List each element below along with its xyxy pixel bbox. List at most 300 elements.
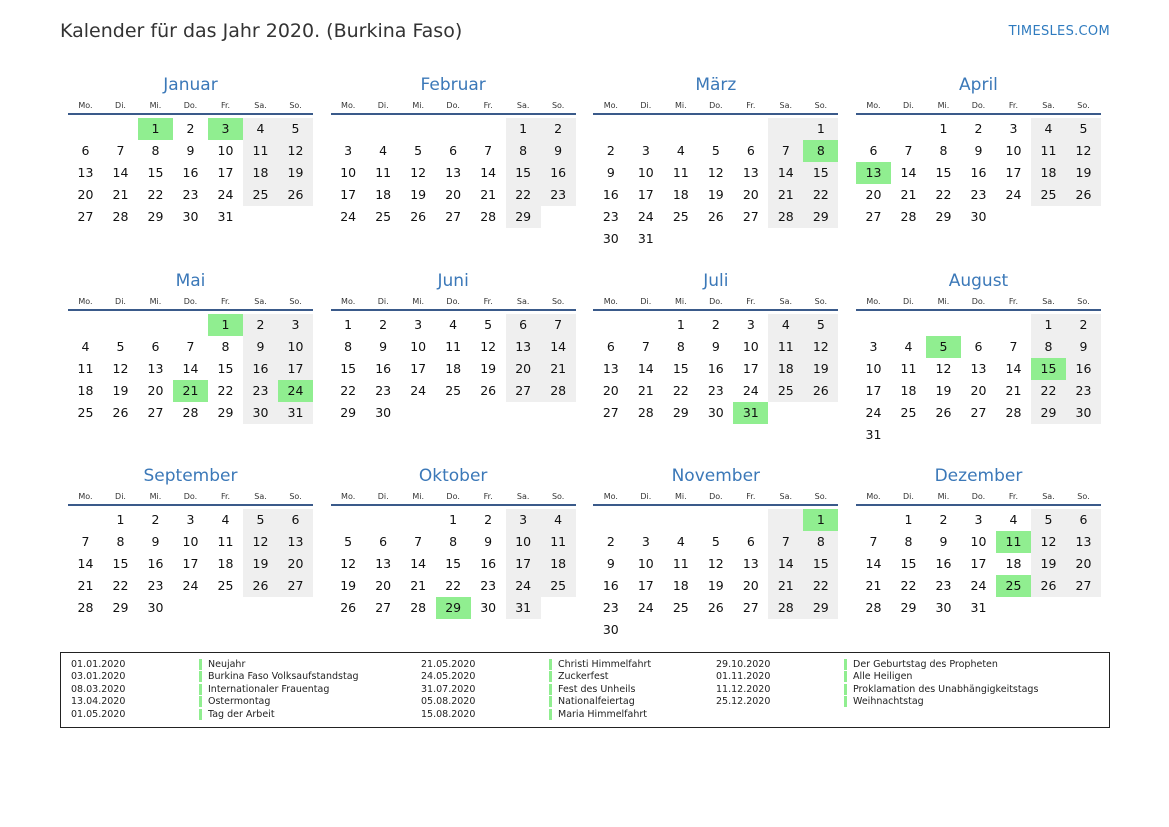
day-cell: 11 xyxy=(77,360,94,376)
legend-date: 01.05.2020 xyxy=(71,708,126,720)
month-10 xyxy=(331,465,576,661)
empty-cell xyxy=(768,402,803,424)
day-cell: 19 xyxy=(340,578,357,593)
day-cell: 26 xyxy=(935,404,952,420)
day-cell: 25 xyxy=(900,404,917,420)
day-cell: 21 xyxy=(768,184,803,206)
empty-cell xyxy=(68,509,103,531)
day-cell: 4 xyxy=(768,314,803,336)
empty-cell xyxy=(436,118,471,140)
empty-cell xyxy=(961,424,996,446)
legend-column xyxy=(716,658,1038,708)
day-cell: 17 xyxy=(278,358,313,380)
day-cell: 31 xyxy=(970,600,987,615)
day-cell: 30 xyxy=(375,404,392,420)
weekday-label: Do. xyxy=(446,296,460,306)
day-cell: 28 xyxy=(541,380,576,402)
weekday-label: Mi. xyxy=(674,101,687,110)
day-grid xyxy=(331,509,576,619)
weekday-label: Fr. xyxy=(746,492,756,501)
day-cell: 12 xyxy=(340,556,357,571)
weekday-label: Mi. xyxy=(412,492,424,501)
weekday-label: Do. xyxy=(183,492,198,501)
weekday-label: Di. xyxy=(377,101,389,110)
weekday-label: Fr. xyxy=(1008,492,1019,501)
empty-cell xyxy=(173,314,208,336)
day-cell: 14 xyxy=(112,165,129,180)
empty-cell xyxy=(68,314,103,336)
month-12 xyxy=(856,465,1101,661)
empty-cell xyxy=(278,597,313,619)
weekday-header xyxy=(856,297,1101,311)
empty-cell xyxy=(996,206,1031,228)
day-grid xyxy=(331,118,576,228)
day-cell: 27 xyxy=(865,209,882,224)
month-name: Juni xyxy=(437,270,469,291)
day-cell: 2 xyxy=(541,118,576,140)
day-cell: 14 xyxy=(541,336,576,358)
legend-color-marker xyxy=(199,696,202,707)
day-cell: 28 xyxy=(182,404,199,420)
day-cell: 4 xyxy=(449,316,458,332)
day-cell: 29 xyxy=(112,600,129,615)
day-cell: 26 xyxy=(1031,575,1066,597)
holiday-day-cell: 21 xyxy=(173,380,208,402)
day-cell: 18 xyxy=(217,556,234,571)
weekday-label: So. xyxy=(551,492,565,501)
day-cell: 23 xyxy=(707,382,724,398)
day-cell: 27 xyxy=(278,575,313,597)
day-cell: 12 xyxy=(707,165,724,180)
empty-cell xyxy=(856,118,891,140)
day-cell: 3 xyxy=(186,512,195,527)
day-cell: 30 xyxy=(1066,402,1101,424)
weekday-label: So. xyxy=(1077,296,1090,306)
day-cell: 15 xyxy=(147,165,164,180)
weekday-label: Fr. xyxy=(746,101,756,110)
month-name: November xyxy=(671,466,761,486)
day-cell: 20 xyxy=(1066,553,1101,575)
legend-holiday-name: Tag der Arbeit xyxy=(208,708,275,720)
day-cell: 7 xyxy=(484,143,493,158)
day-cell: 10 xyxy=(340,165,357,180)
empty-cell xyxy=(768,228,803,250)
day-cell: 16 xyxy=(541,162,576,184)
day-cell: 27 xyxy=(970,404,987,420)
day-cell: 24 xyxy=(506,575,541,597)
day-cell: 22 xyxy=(803,575,838,597)
day-cell: 27 xyxy=(742,209,759,224)
day-cell: 26 xyxy=(803,380,838,402)
weekday-label: Sa. xyxy=(516,492,530,501)
day-cell: 31 xyxy=(506,597,541,619)
weekday-label: Mo. xyxy=(78,492,93,501)
empty-cell xyxy=(278,206,313,228)
weekday-label: Fr. xyxy=(220,296,231,306)
day-cell: 17 xyxy=(506,553,541,575)
legend-date: 29.10.2020 xyxy=(716,658,771,670)
day-cell: 18 xyxy=(1031,162,1066,184)
day-cell: 25 xyxy=(445,382,462,398)
legend-holiday-name: Ostermontag xyxy=(208,696,271,708)
day-cell: 15 xyxy=(803,162,838,184)
day-cell: 15 xyxy=(803,553,838,575)
legend-color-marker xyxy=(199,684,202,695)
day-cell: 8 xyxy=(449,534,458,549)
weekday-label: Do. xyxy=(446,101,460,110)
day-cell: 29 xyxy=(803,206,838,228)
weekday-label: Mo. xyxy=(603,101,618,110)
day-cell: 10 xyxy=(742,338,759,354)
day-cell: 22 xyxy=(340,382,357,398)
day-cell: 6 xyxy=(278,509,313,531)
empty-cell xyxy=(331,118,366,140)
legend-color-marker xyxy=(549,684,552,695)
day-cell: 15 xyxy=(112,556,129,571)
day-cell: 23 xyxy=(147,578,164,593)
day-cell: 19 xyxy=(480,360,497,376)
day-cell: 5 xyxy=(116,338,125,354)
day-cell: 13 xyxy=(375,556,392,571)
day-cell: 5 xyxy=(243,509,278,531)
empty-cell xyxy=(243,597,278,619)
weekday-label: Di. xyxy=(115,296,126,306)
day-cell: 5 xyxy=(414,143,423,158)
day-cell: 15 xyxy=(935,165,952,180)
day-cell: 16 xyxy=(182,165,199,180)
weekday-label: Sa. xyxy=(254,296,267,306)
day-cell: 3 xyxy=(974,512,983,527)
weekday-label: Mi. xyxy=(937,101,950,110)
day-grid xyxy=(593,314,838,424)
day-cell: 26 xyxy=(243,575,278,597)
month-7 xyxy=(593,270,838,466)
day-cell: 21 xyxy=(768,575,803,597)
day-cell: 30 xyxy=(707,404,724,420)
day-cell: 9 xyxy=(939,534,948,549)
day-cell: 28 xyxy=(112,209,129,224)
day-cell: 14 xyxy=(768,162,803,184)
day-cell: 27 xyxy=(375,600,392,615)
legend-color-marker xyxy=(549,671,552,682)
weekday-label: Fr. xyxy=(1008,101,1019,110)
empty-cell xyxy=(68,118,103,140)
day-cell: 9 xyxy=(151,534,160,549)
legend-color-marker xyxy=(199,709,202,720)
day-cell: 9 xyxy=(711,338,720,354)
empty-cell xyxy=(663,118,698,140)
day-cell: 22 xyxy=(506,184,541,206)
legend-holiday-name: Alle Heiligen xyxy=(853,671,913,683)
day-cell: 11 xyxy=(217,534,234,549)
day-cell: 1 xyxy=(803,118,838,140)
day-cell: 8 xyxy=(676,338,685,354)
legend-row xyxy=(71,683,359,696)
day-cell: 17 xyxy=(865,382,882,398)
month-2 xyxy=(331,74,576,270)
weekday-header xyxy=(68,297,313,311)
day-cell: 15 xyxy=(506,162,541,184)
legend-holiday-name: Christi Himmelfahrt xyxy=(558,658,652,670)
day-cell: 2 xyxy=(974,121,983,136)
day-cell: 18 xyxy=(541,553,576,575)
weekday-label: Do. xyxy=(971,101,986,110)
legend-row xyxy=(71,708,359,721)
weekday-label: Di. xyxy=(640,296,652,306)
empty-cell xyxy=(471,402,506,424)
day-cell: 27 xyxy=(77,209,94,224)
legend-date: 01.11.2020 xyxy=(716,671,771,683)
day-cell: 13 xyxy=(445,165,462,180)
empty-cell xyxy=(663,228,698,250)
empty-cell xyxy=(541,402,576,424)
empty-cell xyxy=(803,402,838,424)
weekday-label: Sa. xyxy=(516,296,530,306)
day-cell: 22 xyxy=(803,184,838,206)
day-cell: 21 xyxy=(865,578,882,593)
weekday-label: Sa. xyxy=(516,101,530,110)
day-cell: 17 xyxy=(340,187,357,202)
day-cell: 29 xyxy=(672,404,689,420)
weekday-label: So. xyxy=(1077,492,1090,501)
day-cell: 8 xyxy=(904,534,913,549)
day-cell: 9 xyxy=(974,143,983,158)
month-5 xyxy=(68,270,313,466)
day-cell: 4 xyxy=(676,534,685,549)
month-name: Juli xyxy=(703,270,729,291)
day-cell: 25 xyxy=(243,184,278,206)
day-cell: 24 xyxy=(970,578,987,593)
day-grid xyxy=(68,509,313,619)
day-cell: 8 xyxy=(221,338,230,354)
day-cell: 17 xyxy=(637,187,654,202)
day-cell: 7 xyxy=(186,338,195,354)
day-cell: 9 xyxy=(186,143,195,158)
day-cell: 11 xyxy=(768,336,803,358)
site-link[interactable]: TIMESLES.COM xyxy=(1008,24,1110,39)
day-cell: 11 xyxy=(900,360,917,376)
weekday-label: Di. xyxy=(903,296,914,306)
day-cell: 20 xyxy=(77,187,94,202)
empty-cell xyxy=(593,118,628,140)
weekday-label: Mi. xyxy=(674,492,687,501)
day-cell: 18 xyxy=(445,360,462,376)
day-cell: 29 xyxy=(147,209,164,224)
day-cell: 21 xyxy=(480,187,497,202)
day-cell: 4 xyxy=(541,509,576,531)
weekday-label: Mo. xyxy=(341,101,356,110)
day-cell: 24 xyxy=(410,382,427,398)
month-11 xyxy=(593,465,838,661)
weekday-label: Mo. xyxy=(78,101,93,110)
day-cell: 30 xyxy=(602,231,619,246)
day-cell: 1 xyxy=(939,121,948,136)
legend-date: 11.12.2020 xyxy=(716,683,771,695)
weekday-label: Do. xyxy=(183,296,198,306)
day-cell: 1 xyxy=(449,512,458,527)
legend-date: 15.08.2020 xyxy=(421,708,476,720)
empty-cell xyxy=(541,597,576,619)
weekday-header xyxy=(331,101,576,115)
day-cell: 22 xyxy=(900,578,917,593)
weekday-label: Fr. xyxy=(220,101,231,110)
weekday-label: Mi. xyxy=(149,101,162,110)
day-cell: 9 xyxy=(541,140,576,162)
day-cell: 19 xyxy=(707,578,724,593)
day-cell: 29 xyxy=(935,209,952,224)
day-cell: 31 xyxy=(217,209,234,224)
day-cell: 2 xyxy=(1066,314,1101,336)
day-cell: 23 xyxy=(541,184,576,206)
day-cell: 10 xyxy=(1005,143,1022,158)
day-cell: 8 xyxy=(803,531,838,553)
weekday-header xyxy=(856,101,1101,115)
legend-color-marker xyxy=(844,659,847,670)
day-cell: 31 xyxy=(278,402,313,424)
empty-cell xyxy=(506,402,541,424)
day-cell: 30 xyxy=(147,600,164,615)
day-cell: 13 xyxy=(742,556,759,571)
day-cell: 20 xyxy=(742,187,759,202)
day-cell: 12 xyxy=(1066,140,1101,162)
holiday-day-cell: 1 xyxy=(138,118,173,140)
empty-cell xyxy=(401,509,436,531)
legend-date: 25.12.2020 xyxy=(716,696,771,708)
day-cell: 9 xyxy=(484,534,493,549)
day-cell: 11 xyxy=(243,140,278,162)
legend-color-marker xyxy=(844,671,847,682)
weekday-label: So. xyxy=(814,296,827,306)
day-cell: 22 xyxy=(147,187,164,202)
day-cell: 13 xyxy=(602,360,619,376)
day-cell: 27 xyxy=(742,600,759,615)
day-cell: 27 xyxy=(506,380,541,402)
legend-row xyxy=(716,683,1038,696)
weekday-header xyxy=(331,297,576,311)
empty-cell xyxy=(803,228,838,250)
day-cell: 26 xyxy=(410,209,427,224)
month-name: April xyxy=(959,75,998,95)
day-cell: 27 xyxy=(445,209,462,224)
day-grid xyxy=(593,118,838,250)
day-cell: 21 xyxy=(410,578,427,593)
day-cell: 8 xyxy=(1031,336,1066,358)
day-cell: 22 xyxy=(112,578,129,593)
day-cell: 12 xyxy=(243,531,278,553)
empty-cell xyxy=(926,424,961,446)
day-cell: 28 xyxy=(768,597,803,619)
day-cell: 3 xyxy=(746,316,755,332)
day-grid xyxy=(856,118,1101,228)
legend-holiday-name: Burkina Faso Volksaufstandstag xyxy=(208,671,359,683)
legend-date: 21.05.2020 xyxy=(421,658,476,670)
day-cell: 2 xyxy=(151,512,160,527)
legend-row xyxy=(71,658,359,671)
day-cell: 1 xyxy=(1031,314,1066,336)
empty-cell xyxy=(593,509,628,531)
weekday-label: So. xyxy=(551,101,565,110)
day-cell: 6 xyxy=(151,338,160,354)
holiday-day-cell: 1 xyxy=(208,314,243,336)
day-cell: 24 xyxy=(340,209,357,224)
weekday-label: So. xyxy=(814,492,827,501)
day-cell: 18 xyxy=(672,578,689,593)
month-1 xyxy=(68,74,313,270)
day-cell: 31 xyxy=(637,231,654,246)
day-cell: 27 xyxy=(602,404,619,420)
empty-cell xyxy=(733,619,768,641)
day-cell: 8 xyxy=(939,143,948,158)
empty-cell xyxy=(891,424,926,446)
day-cell: 14 xyxy=(77,556,94,571)
day-cell: 29 xyxy=(803,597,838,619)
weekday-label: Sa. xyxy=(254,492,267,501)
day-cell: 25 xyxy=(1031,184,1066,206)
day-cell: 26 xyxy=(707,209,724,224)
day-cell: 18 xyxy=(243,162,278,184)
day-cell: 7 xyxy=(414,534,423,549)
weekday-label: Mo. xyxy=(341,296,356,306)
month-name: Oktober xyxy=(418,466,488,486)
day-cell: 3 xyxy=(414,316,423,332)
empty-cell xyxy=(856,509,891,531)
empty-cell xyxy=(628,118,663,140)
day-cell: 20 xyxy=(602,382,619,398)
empty-cell xyxy=(243,206,278,228)
weekday-header xyxy=(68,492,313,506)
empty-cell xyxy=(856,314,891,336)
month-name: Dezember xyxy=(934,466,1023,486)
day-cell: 23 xyxy=(935,578,952,593)
day-cell: 5 xyxy=(803,314,838,336)
day-cell: 19 xyxy=(112,382,129,398)
day-cell: 6 xyxy=(746,534,755,549)
legend-row xyxy=(716,658,1038,671)
legend-row xyxy=(716,696,1038,709)
weekday-label: Di. xyxy=(640,492,652,501)
weekday-label: Mi. xyxy=(149,296,162,306)
legend-holiday-name: Der Geburtstag des Propheten xyxy=(853,658,998,670)
day-cell: 7 xyxy=(768,140,803,162)
legend-row xyxy=(421,671,651,684)
day-cell: 1 xyxy=(116,512,125,527)
month-3 xyxy=(593,74,838,270)
empty-cell xyxy=(103,118,138,140)
day-cell: 6 xyxy=(81,143,90,158)
empty-cell xyxy=(1031,206,1066,228)
empty-cell xyxy=(471,118,506,140)
empty-cell xyxy=(698,509,733,531)
day-cell: 6 xyxy=(606,338,615,354)
month-name: Mai xyxy=(175,270,206,291)
day-cell: 12 xyxy=(707,556,724,571)
day-cell: 14 xyxy=(637,360,654,376)
day-cell: 15 xyxy=(672,360,689,376)
legend-holiday-name: Neujahr xyxy=(208,658,246,670)
day-cell: 31 xyxy=(865,426,882,442)
day-cell: 11 xyxy=(541,531,576,553)
day-cell: 24 xyxy=(637,600,654,615)
day-cell: 1 xyxy=(676,316,685,332)
month-name: März xyxy=(695,75,737,95)
day-cell: 10 xyxy=(637,165,654,180)
month-4 xyxy=(856,74,1101,270)
day-cell: 4 xyxy=(1031,118,1066,140)
weekday-label: Do. xyxy=(709,492,723,501)
day-cell: 30 xyxy=(182,209,199,224)
day-cell: 13 xyxy=(77,165,94,180)
day-cell: 23 xyxy=(1066,380,1101,402)
